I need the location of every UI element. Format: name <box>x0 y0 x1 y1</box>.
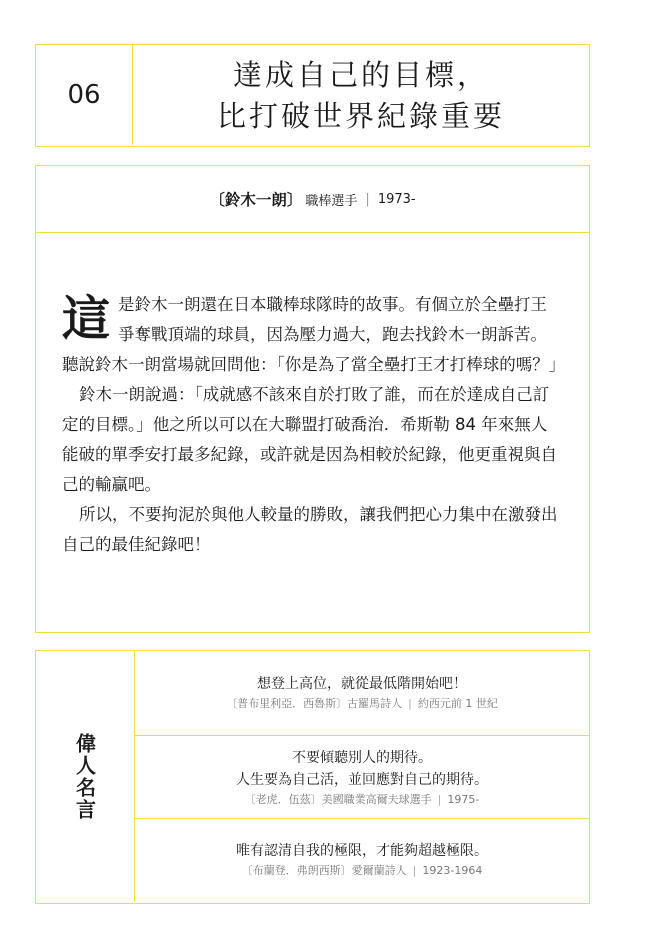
person-name: 〔鈴木一朗〕 <box>209 191 303 209</box>
story-paragraph-1-text: 是鈴木一朗還在日本職棒球隊時的故事。有個立於全壘打王爭奪戰頂端的球員，因為壓力過大，跑去找鈴木一朗訴苦。聽說鈴木一朗當場就回問他：「你是為了當全壘打王才打棒球的嗎？」 <box>62 295 566 374</box>
story-box <box>35 165 590 633</box>
person-years: 1973- <box>377 191 416 207</box>
quote-source <box>135 862 589 880</box>
drop-cap: 這 <box>62 291 111 347</box>
byline-divider: | <box>365 191 370 207</box>
quotes-side <box>36 651 135 902</box>
quote-item <box>135 651 589 736</box>
story-paragraph-2: 鈴木一朗說過：「成就感不該來自於打敗了誰，而在於達成自己訂定的目標。」他之所以可以在大聯盟打破喬治．希斯勒 84 年來無人能破的單季安打最多紀錄，或許就是因為相較於紀錄，他更重視與自己的輸贏吧。 <box>62 385 557 494</box>
chapter-header <box>35 44 590 147</box>
quote-source <box>135 695 589 713</box>
chapter-title <box>133 55 589 137</box>
quote-years: 1923-1964 <box>422 864 483 877</box>
chapter-title-line2: 比打破世界紀錄重要 <box>216 99 505 133</box>
quotes-box <box>35 650 590 904</box>
quotes-label: 偉人名言 <box>72 732 97 821</box>
source-divider: | <box>412 864 417 877</box>
quote-author: 〔布蘭登．弗朗西斯〕愛爾蘭詩人 <box>241 864 407 877</box>
source-divider: | <box>437 793 442 806</box>
quote-years: 1975- <box>447 793 480 806</box>
quote-author: 〔老虎．伍茲〕美國職業高爾夫球選手 <box>244 793 432 806</box>
story-body <box>62 290 566 560</box>
story-paragraph-1 <box>62 290 566 380</box>
quote-item <box>135 736 589 819</box>
quote-line: 唯有認清自我的極限，才能夠超越極限。 <box>236 843 488 859</box>
quote-author: 〔普布里利亞．西魯斯〕古羅馬詩人 <box>226 697 403 710</box>
quote-source <box>135 791 589 809</box>
quote-line: 人生要為自己活，並回應對自己的期待。 <box>236 772 488 788</box>
quote-line: 不要傾聽別人的期待。 <box>292 750 432 766</box>
chapter-title-line1: 達成自己的目標， <box>232 58 489 92</box>
chapter-number: 06 <box>36 45 133 145</box>
quote-item <box>135 819 589 902</box>
person-role: 職棒選手 <box>305 193 358 209</box>
byline <box>36 166 589 233</box>
quote-line: 想登上高位，就從最低階開始吧！ <box>257 676 467 692</box>
story-paragraph-3: 所以，不要拘泥於與他人較量的勝敗，讓我們把心力集中在激發出自己的最佳紀錄吧！ <box>62 505 558 554</box>
source-divider: | <box>408 697 412 710</box>
quote-years: 約西元前 1 世紀 <box>417 697 498 710</box>
